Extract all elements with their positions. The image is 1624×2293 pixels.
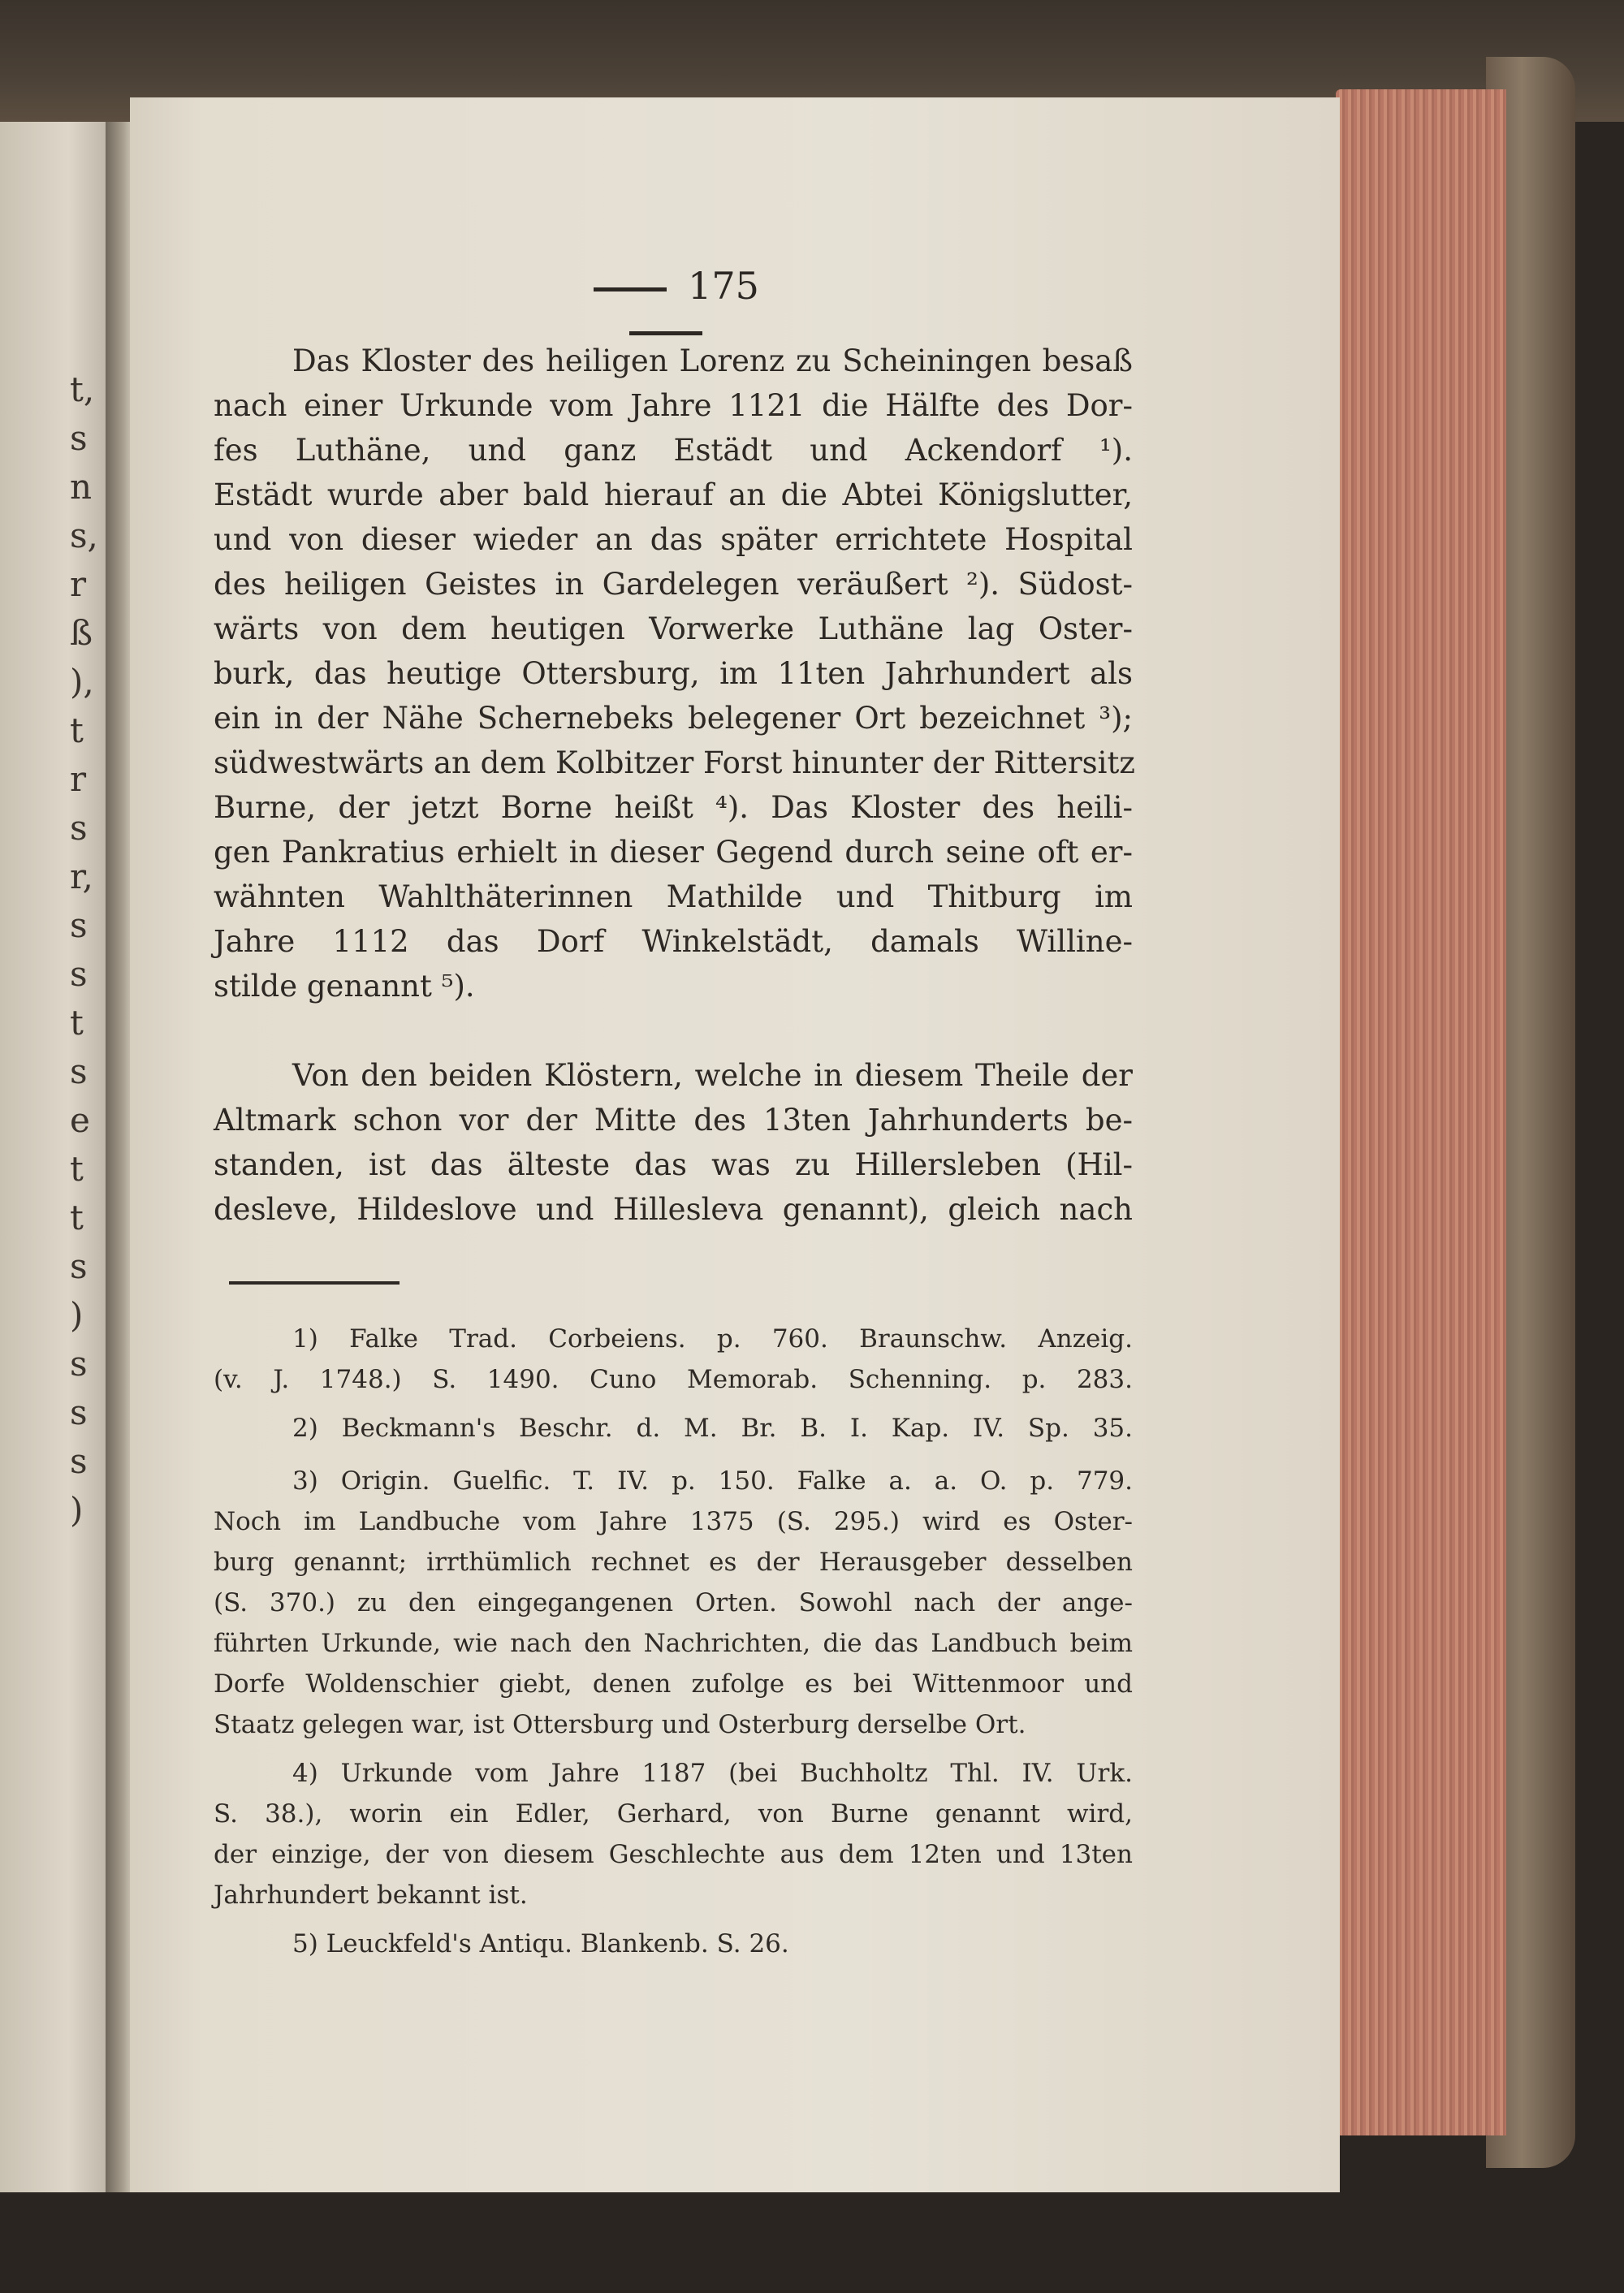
left-page-fragment: s xyxy=(70,954,88,994)
footnote-rule xyxy=(229,1281,400,1285)
left-page-fragment: s xyxy=(70,1051,88,1091)
body-line: gen Pankratius erhielt in dieser Gegend durch seine oft er- xyxy=(214,835,1133,870)
footnote-line: 3) Origin. Guelfic. T. IV. p. 150. Falke a. a. O. p. 779. xyxy=(292,1466,1133,1496)
footnote-line: 1) Falke Trad. Corbeiens. p. 760. Braunschw. Anzeig. xyxy=(292,1324,1133,1354)
footnote-line: Jahrhundert bekannt ist. xyxy=(214,1881,528,1910)
body-line: desleve, Hildeslove und Hillesleva genannt), gleich nach xyxy=(214,1192,1133,1227)
left-page-fragment: s xyxy=(70,808,88,848)
body-line: und von dieser wieder an das später errichtete Hospital xyxy=(214,522,1133,557)
page-number-dash-right xyxy=(629,331,702,335)
body-line: fes Luthäne, und ganz Estädt und Ackendorf ¹). xyxy=(214,433,1133,468)
left-page-fragment: t xyxy=(70,1198,84,1237)
footnote-line: 5) Leuckfeld's Antiqu. Blankenb. S. 26. xyxy=(292,1929,789,1958)
page-number xyxy=(520,264,812,313)
left-page-fragment: ), xyxy=(70,662,94,702)
body-line: Jahre 1112 das Dorf Winkelstädt, damals Willine- xyxy=(214,924,1133,959)
footnote-line: Dorfe Woldenschier giebt, denen zufolge es bei Wittenmoor und xyxy=(214,1669,1133,1699)
left-page-fragment: r xyxy=(70,564,87,604)
left-page-fragment: t xyxy=(70,1003,84,1043)
left-page-fragment: r, xyxy=(70,857,93,896)
body-line: ein in der Nähe Schernebeks belegener Ort bezeichnet ³); xyxy=(214,701,1133,736)
left-page-fragment: s xyxy=(70,1393,88,1432)
footnote-line: Staatz gelegen war, ist Ottersburg und Osterburg derselbe Ort. xyxy=(214,1710,1026,1739)
footnote-line: S. 38.), worin ein Edler, Gerhard, von Burne genannt wird, xyxy=(214,1799,1133,1829)
page-number-value: 175 xyxy=(688,264,759,308)
footnote-line: burg genannt; irrthümlich rechnet es der Herausgeber desselben xyxy=(214,1548,1133,1577)
footnote-line: 2) Beckmann's Beschr. d. M. Br. B. I. Kap. IV. Sp. 35. xyxy=(292,1414,1133,1443)
body-line: wähnten Wahlthäterinnen Mathilde und Thitburg im xyxy=(214,879,1133,914)
footnote-line: (v. J. 1748.) S. 1490. Cuno Memorab. Schenning. p. 283. xyxy=(214,1365,1133,1394)
body-line: standen, ist das älteste das was zu Hillersleben (Hil- xyxy=(214,1147,1133,1182)
left-page-fragment: s xyxy=(70,418,88,458)
left-page-fragment: s xyxy=(70,1344,88,1384)
footnote-line: führten Urkunde, wie nach den Nachrichten, die das Landbuch beim xyxy=(214,1629,1133,1658)
footnote-line: (S. 370.) zu den eingegangenen Orten. Sowohl nach der ange- xyxy=(214,1588,1133,1617)
footnote-line: 4) Urkunde vom Jahre 1187 (bei Buchholtz Thl. IV. Urk. xyxy=(292,1759,1133,1788)
left-page-fragment: ) xyxy=(70,1490,84,1530)
page-fore-edge xyxy=(1336,89,1506,2135)
book-gutter xyxy=(106,122,133,2200)
body-line: südwestwärts an dem Kolbitzer Forst hinunter der Rittersitz xyxy=(214,745,1135,780)
left-page-fragment: s xyxy=(70,1246,88,1286)
body-line: burk, das heutige Ottersburg, im 11ten Jahrhundert als xyxy=(214,656,1133,691)
footnote-line: Noch im Landbuche vom Jahre 1375 (S. 295.) wird es Oster- xyxy=(214,1507,1133,1536)
left-page-edge xyxy=(0,122,114,2200)
left-page-fragment: s, xyxy=(70,516,98,555)
left-page-fragment: ß xyxy=(70,613,93,653)
body-line: nach einer Urkunde vom Jahre 1121 die Hälfte des Dor- xyxy=(214,388,1133,423)
body-line: Estädt wurde aber bald hierauf an die Abtei Königslutter, xyxy=(214,477,1133,512)
page-number-dash-left xyxy=(594,287,667,291)
body-line: Von den beiden Klöstern, welche in diesem Theile der xyxy=(292,1058,1133,1093)
left-page-fragment: ) xyxy=(70,1295,84,1335)
left-page-fragment: t, xyxy=(70,369,95,409)
body-line: des heiligen Geistes in Gardelegen veräußert ²). Südost- xyxy=(214,567,1133,602)
body-line: stilde genannt ⁵). xyxy=(214,969,475,1004)
body-line: Das Kloster des heiligen Lorenz zu Scheiningen besaß xyxy=(292,343,1133,378)
left-page-fragment: t xyxy=(70,710,84,750)
body-line: Altmark schon vor der Mitte des 13ten Jahrhunderts be- xyxy=(214,1103,1133,1138)
left-page-fragment: s xyxy=(70,905,88,945)
left-page-fragment: e xyxy=(70,1100,90,1140)
body-line: Burne, der jetzt Borne heißt ⁴). Das Kloster des heili- xyxy=(214,790,1133,825)
left-page-fragment: t xyxy=(70,1149,84,1189)
left-page-fragment: n xyxy=(70,467,93,507)
footnote-line: der einzige, der von diesem Geschlechte aus dem 12ten und 13ten xyxy=(214,1840,1133,1869)
left-page-fragment: s xyxy=(70,1441,88,1481)
left-page-fragment: r xyxy=(70,759,87,799)
background-shadow xyxy=(0,2192,1624,2293)
body-line: wärts von dem heutigen Vorwerke Luthäne lag Oster- xyxy=(214,611,1133,646)
